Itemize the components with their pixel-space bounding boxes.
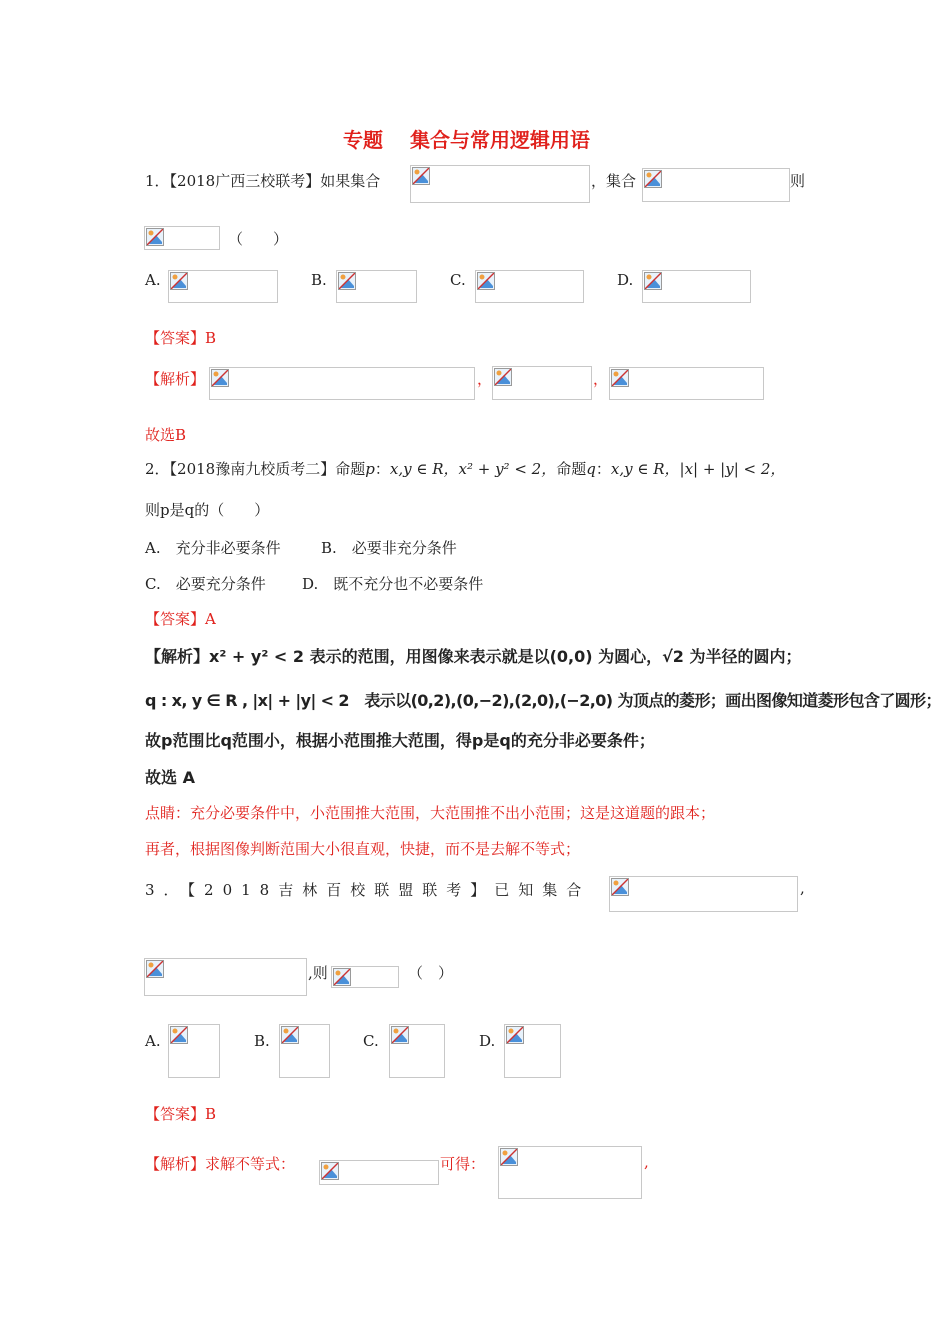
q2-comment-1: 点睛：充分必要条件中，小范围推大范围，大范围推不出小范围；这是这道题的跟本； — [145, 804, 716, 822]
q1-bracket: （ ） — [228, 230, 289, 248]
q2-stem-line1 — [145, 458, 785, 479]
q2-answer — [145, 608, 216, 629]
q2-opt-c: C. 必要充分条件 — [145, 575, 266, 593]
q3-analysis-image-1 — [319, 1160, 439, 1185]
broken-image-icon — [477, 272, 495, 290]
broken-image-icon — [338, 272, 356, 290]
q2-opt-a: A. 充分非必要条件 — [145, 539, 281, 557]
broken-image-icon — [391, 1026, 409, 1044]
q1-set-a-image — [410, 165, 590, 203]
q2-stem-line2: 则p是q的（ ） — [145, 501, 270, 519]
q1-opt-b-image — [336, 270, 417, 303]
q3-opt-d-label: D. — [479, 1032, 496, 1050]
broken-image-icon — [494, 368, 512, 386]
q2-analysis-line-2: q : x, y ∈ R , |x| + |y| < 2 表示以(0,2),(0,−2),(2,0),(−2,0) 为顶点的菱形；画出图像知道菱形包含了圆形； — [145, 691, 941, 710]
q1-analysis-image-2 — [492, 366, 592, 400]
q1-question-image — [144, 226, 220, 250]
q3-analysis-comma: , — [644, 1153, 649, 1171]
q3-number: 3． — [145, 881, 188, 899]
q3-analysis-image-2 — [498, 1146, 642, 1199]
q2-analysis-line-1 — [145, 644, 802, 667]
q1-answer-value: B — [205, 329, 217, 347]
q3-text-a: 已知集合 — [494, 881, 591, 899]
q1-set-b-image — [642, 168, 790, 202]
q2-text-b: 命题 — [556, 460, 587, 478]
broken-image-icon — [170, 272, 188, 290]
q2-number: 2． — [145, 460, 170, 478]
q3-opt-d-image — [504, 1024, 561, 1078]
q1-opt-a-label: A. — [145, 271, 161, 289]
q1-text-c: 则 — [790, 172, 806, 190]
q3-opt-b-label: B. — [254, 1032, 270, 1050]
q1-analysis-comma-2: ， — [593, 370, 609, 388]
q2-colon-1: ： — [374, 460, 390, 478]
q1-analysis-image-3 — [609, 367, 764, 400]
q2-analysis-text-1: x² + y² < 2 表示的范围，用图像来表示就是以(0,0) 为圆心，√2 为半径的圆内； — [209, 647, 802, 666]
q2-source: 【2018豫南九校质考二】 — [169, 460, 336, 478]
q3-set-a-image — [609, 876, 798, 912]
broken-image-icon — [333, 968, 351, 986]
q2-set-1: x,y ∈ R，x² + y² < 2， — [389, 460, 557, 478]
q1-opt-b-label: B. — [311, 271, 327, 289]
broken-image-icon — [412, 167, 430, 185]
q3-opt-a-label: A. — [145, 1032, 161, 1050]
q1-analysis-comma-1: ， — [477, 370, 493, 388]
q1-source: 【2018广西三校联考】 — [169, 172, 321, 190]
broken-image-icon — [170, 1026, 188, 1044]
q3-bracket: （ ） — [408, 964, 454, 982]
broken-image-icon — [506, 1026, 524, 1044]
broken-image-icon — [611, 878, 629, 896]
q2-set-2: x,y ∈ R，|x| + |y| < 2， — [610, 460, 786, 478]
q1-opt-d-label: D. — [617, 271, 634, 289]
q1-analysis-tag: 【解析】 — [145, 370, 206, 388]
q2-answer-tag: 【答案】 — [145, 610, 206, 628]
q2-opt-d: D. 既不充分也不必要条件 — [302, 575, 484, 593]
q1-analysis-image-1 — [209, 367, 475, 400]
q2-q: q — [586, 460, 596, 478]
q1-opt-c-label: C. — [450, 271, 466, 289]
q3-opt-c-label: C. — [363, 1032, 379, 1050]
broken-image-icon — [146, 960, 164, 978]
q3-set-b-image — [144, 958, 307, 996]
q1-stem — [145, 170, 380, 191]
q1-text-a: 如果集合 — [320, 172, 381, 190]
broken-image-icon — [211, 369, 229, 387]
q3-comma: , — [800, 879, 805, 897]
broken-image-icon — [644, 272, 662, 290]
q1-answer-tag: 【答案】 — [145, 329, 206, 347]
broken-image-icon — [500, 1148, 518, 1166]
q1-answer — [145, 327, 216, 348]
q3-analysis-tag: 【解析】 — [145, 1155, 206, 1173]
q2-opt-b: B. 必要非充分条件 — [321, 539, 457, 557]
q2-p: p — [365, 460, 375, 478]
q3-question-image — [331, 966, 399, 988]
q1-conclusion: 故选B — [145, 426, 187, 444]
q3-analysis-text-b: 可得： — [440, 1155, 486, 1173]
q2-answer-value: A — [205, 610, 216, 628]
broken-image-icon — [146, 228, 164, 246]
q3-answer-tag: 【答案】 — [145, 1105, 206, 1123]
q3-stem — [145, 879, 590, 900]
q3-analysis-start — [145, 1153, 295, 1174]
q1-opt-d-image — [642, 270, 751, 303]
broken-image-icon — [281, 1026, 299, 1044]
broken-image-icon — [644, 170, 662, 188]
q3-answer-value: B — [205, 1105, 217, 1123]
q1-opt-c-image — [475, 270, 584, 303]
q2-analysis-line-3: 故p范围比q范围小，根据小范围推大范围，得p是q的充分非必要条件； — [145, 731, 655, 750]
q1-number: 1． — [145, 172, 170, 190]
q3-opt-b-image — [279, 1024, 330, 1078]
q3-opt-a-image — [168, 1024, 220, 1078]
q2-comment-2: 再者，根据图像判断范围大小很直观，快捷，而不是去解不等式； — [145, 840, 581, 858]
q3-opt-c-image — [389, 1024, 445, 1078]
q2-analysis-tag: 【解析】 — [145, 647, 210, 666]
q1-opt-a-image — [168, 270, 278, 303]
page-title: 专题 集合与常用逻辑用语 — [343, 128, 590, 152]
broken-image-icon — [611, 369, 629, 387]
q1-text-b: ，集合 — [591, 172, 637, 190]
q3-then: ,则 — [308, 964, 328, 982]
q3-analysis-text-a: 求解不等式： — [205, 1155, 296, 1173]
q3-answer — [145, 1103, 216, 1124]
q2-analysis-line-4: 故选 A — [145, 768, 195, 787]
q3-source: 【2018吉林百校联盟联考】 — [187, 881, 495, 899]
q2-text-a: 命题 — [335, 460, 366, 478]
q2-colon-2: ： — [595, 460, 611, 478]
broken-image-icon — [321, 1162, 339, 1180]
